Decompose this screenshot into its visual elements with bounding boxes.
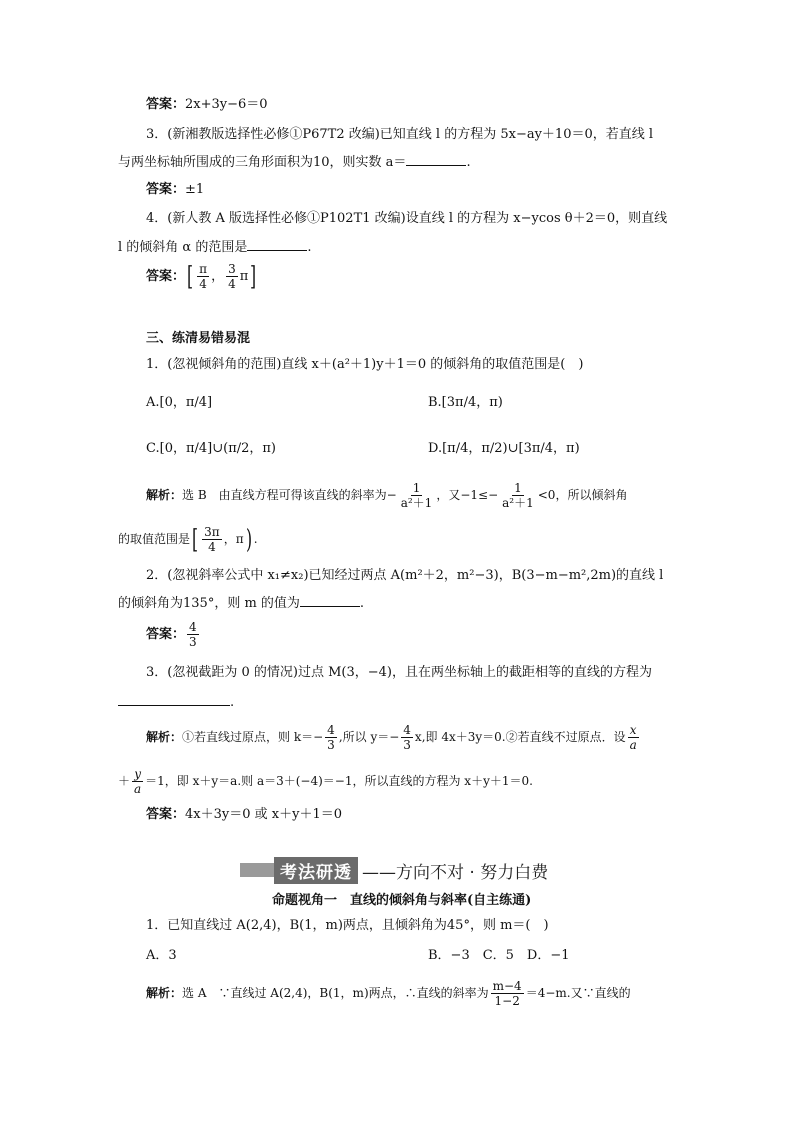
q4-answer-line: 答案：[ $\frac{\pi}{4}$ ， $\frac{3}{4}$ π] bbox=[146, 261, 257, 292]
top-answer: 2x+3y−6＝0 bbox=[185, 97, 268, 112]
q3-line1: 3．(新湘教版选择性必修①P67T2 改编)已知直线 l 的方程为 5x−ay＋10＝0，若直线 l bbox=[146, 127, 654, 142]
q3-line2: 与两坐标轴所围成的三角形面积为10，则实数 a＝ . bbox=[118, 155, 471, 170]
p1-stem: 1．(忽视倾斜角的范围)直线 x＋(a²＋1)y＋1＝0 的倾斜角的取值范围是( ) bbox=[146, 357, 584, 372]
fraction: $\frac{\pi}{4}$ bbox=[199, 262, 208, 291]
option-c: C.[0，π/4]∪(π/2，π) bbox=[146, 441, 277, 456]
last-q-options-bcd: B．−3 C．5 D．−1 bbox=[428, 948, 570, 963]
p2-answer: $\frac{4}{3}$ bbox=[189, 620, 197, 649]
option-b: B.[3π/4，π) bbox=[428, 395, 503, 410]
fraction: $\frac{y}{a}$ bbox=[134, 767, 142, 796]
banner-title: 考法研透 bbox=[274, 857, 358, 884]
p2-answer-line: 答案： $\frac{4}{3}$ bbox=[146, 620, 197, 649]
top-answer-line: 答案：2x+3y−6＝0 bbox=[146, 97, 268, 112]
fraction: $\frac{4}{3}$ bbox=[403, 723, 411, 752]
p3-line1: 3．(忽视截距为 0 的情况)过点 M(3，−4)，且在两坐标轴上的截距相等的直线的方程为 bbox=[146, 665, 652, 680]
banner-bar bbox=[240, 863, 274, 877]
option-a: A.[0，π/4] bbox=[146, 395, 213, 410]
p3-analysis-line1: 解析：①若直线过原点，则 k＝− $\frac{4}{3}$ ,所以 y＝− $\frac{4}{3}$ x,即 4x＋3y＝0.②若直线不过原点．设 $\frac{x}{a}$ bbox=[146, 723, 637, 752]
answer-blank bbox=[247, 238, 307, 251]
p1-analysis-line1: 解析：选 B 由直线方程可得该直线的斜率为− $\frac{1}{\text{a²＋1}}$ ，又−1≤− $\frac{1}{\text{a²＋1}}$ <0，所以倾斜角 bbox=[146, 481, 628, 510]
p2-line1: 2．(忽视斜率公式中 x₁≠x₂)已知经过两点 A(m²＋2，m²−3)，B(3−m−m²,2m)的直线 l bbox=[146, 568, 664, 583]
section-banner bbox=[240, 858, 548, 882]
fraction: $\frac{4}{3}$ bbox=[327, 723, 335, 752]
last-q-analysis: 解析：选 A ∵直线过 A(2,4)，B(1，m)两点，∴直线的斜率为 $\frac{m-4}{1-2}$ ＝4−m.又∵直线的 bbox=[146, 979, 631, 1008]
last-q-option-a: A．3 bbox=[146, 948, 177, 963]
section-title: 三、练清易错易混 bbox=[146, 331, 251, 346]
p3-line2: . bbox=[118, 693, 678, 712]
p3-analysis-line2: ＋ $\frac{y}{a}$ ＝1，即 x＋y＝a.则 a＝3＋(−4)＝−1，所以直线的方程为 x＋y＋1＝0. bbox=[118, 767, 533, 796]
q4-line1: 4．(新人教 A 版选择性必修①P102T1 改编)设直线 l 的方程为 x−ycos θ＋2＝0，则直线 bbox=[146, 211, 668, 226]
fraction: $\frac{m-4}{1-2}$ bbox=[492, 979, 522, 1008]
p3-answer: 4x＋3y＝0 或 x＋y＋1＝0 bbox=[185, 807, 342, 822]
q3-answer: ±1 bbox=[185, 182, 205, 197]
fraction: $\frac{x}{a}$ bbox=[629, 723, 637, 752]
p3-answer-line: 答案：4x＋3y＝0 或 x＋y＋1＝0 bbox=[146, 807, 342, 822]
q3-answer-line: 答案：±1 bbox=[146, 182, 205, 197]
fraction: $\frac{1}{\text{a²＋1}}$ bbox=[400, 481, 433, 510]
last-q-stem: 1．已知直线过 A(2,4)，B(1，m)两点，且倾斜角为45°，则 m＝( ) bbox=[146, 918, 549, 933]
q4-line2: l 的倾斜角 α 的范围是 . bbox=[118, 240, 312, 255]
fraction: $\frac{1}{\text{a²＋1}}$ bbox=[502, 481, 534, 510]
p2-line2: 的倾斜角为135°，则 m 的值为 . bbox=[118, 596, 365, 611]
fraction: $\frac{3\pi}{4}$ bbox=[204, 525, 220, 554]
fraction: $\frac{3}{4}$ bbox=[228, 262, 236, 291]
answer-blank bbox=[300, 594, 360, 607]
p1-analysis-line2: 的取值范围是[ $\frac{3\pi}{4}$ ，π) . bbox=[118, 524, 258, 555]
option-d: D.[π/4，π/2)∪[3π/4，π) bbox=[428, 441, 580, 456]
answer-blank bbox=[118, 693, 230, 706]
banner-tagline: ——方向不对 · 努力白费 bbox=[362, 862, 549, 883]
answer-blank bbox=[406, 153, 466, 166]
subheading: 命题视角一 直线的倾斜角与斜率(自主练通) bbox=[272, 893, 532, 908]
